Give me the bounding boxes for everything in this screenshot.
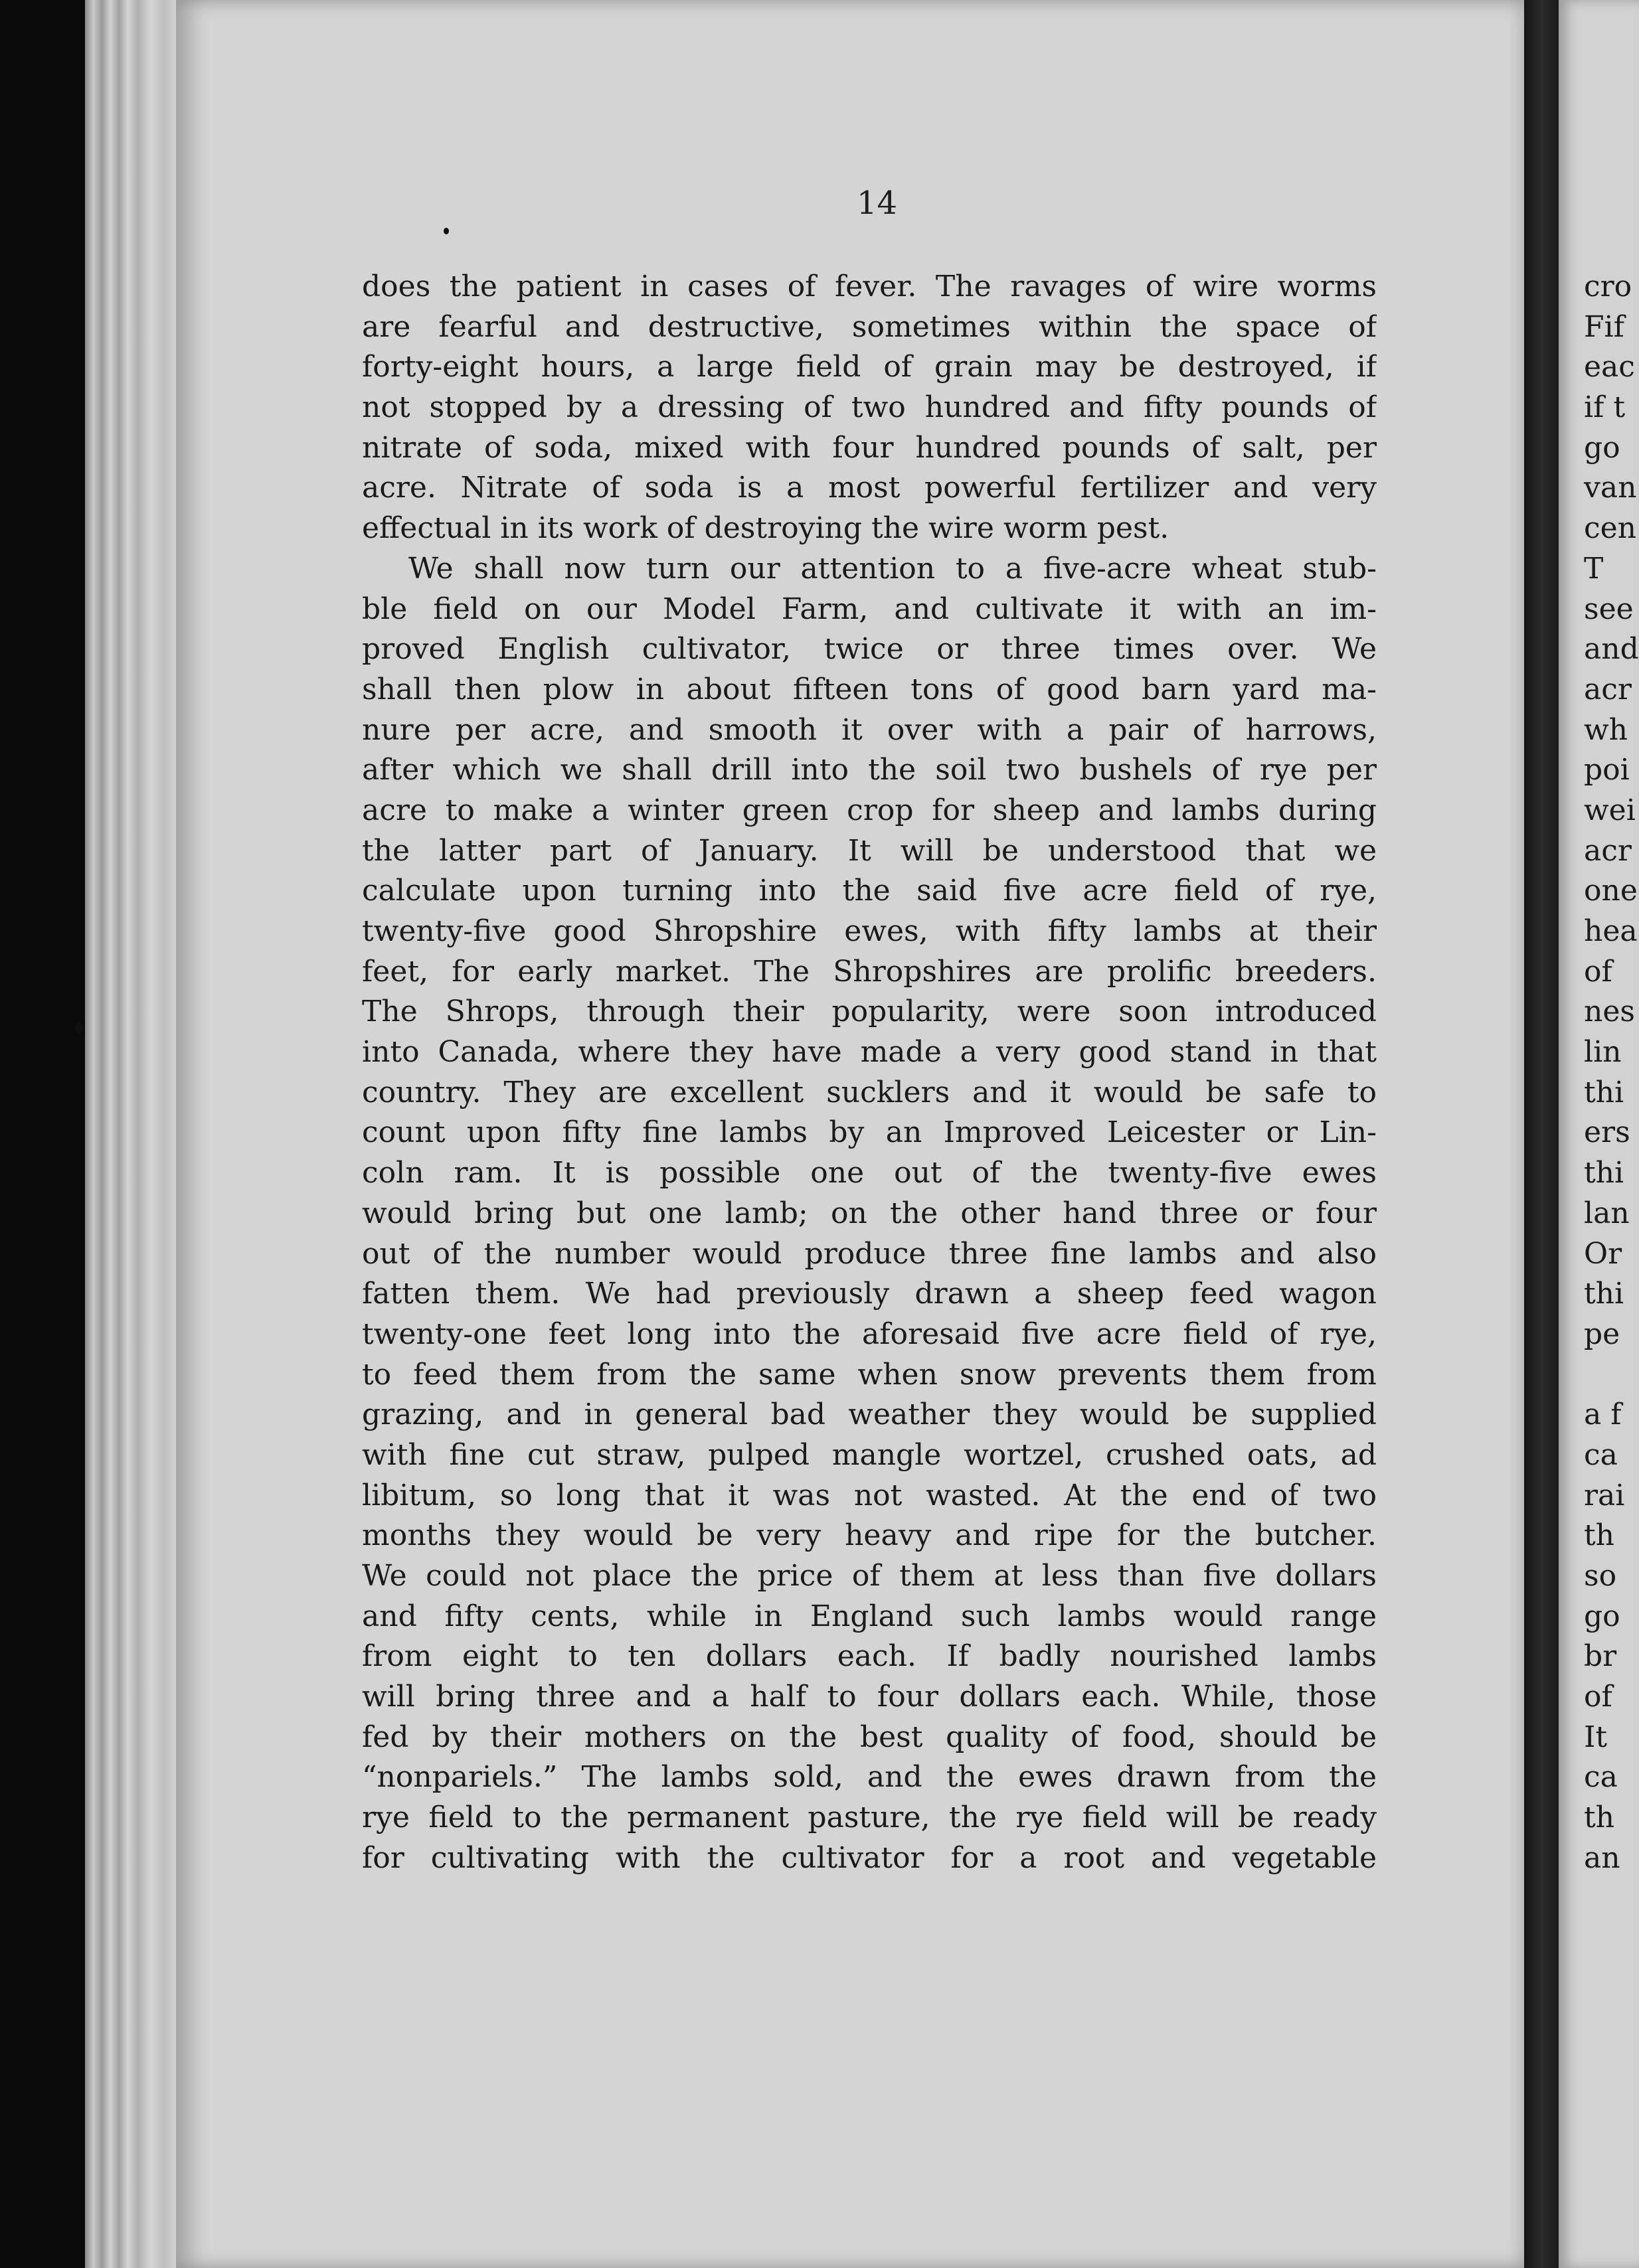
text-line: the latter part of January. It will be understood that we — [362, 833, 1377, 868]
text-line: for cultivating with the cultivator for a root and vegetable — [362, 1840, 1377, 1875]
text-line: twenty-one feet long into the aforesaid five acre field of rye, — [362, 1317, 1377, 1351]
text-line: months they would be very heavy and ripe for the butcher. — [362, 1518, 1377, 1553]
text-line: forty-eight hours, a large field of grain may be destroyed, if — [362, 350, 1377, 384]
text-line: count upon fifty fine lambs by an Improved Leicester or Lin- — [362, 1115, 1377, 1150]
adjacent-page-fragment: go — [1584, 1599, 1620, 1633]
adjacent-page-fragment: wh — [1584, 712, 1628, 747]
text-line: grazing, and in general bad weather they would be supplied — [362, 1398, 1377, 1432]
text-line: are fearful and destructive, sometimes within the space of — [362, 309, 1377, 344]
text-line: into Canada, where they have made a very good stand in that — [362, 1035, 1377, 1070]
adjacent-page-fragment: lin — [1584, 1035, 1622, 1070]
text-line: does the patient in cases of fever. The ravages of wire worms — [362, 270, 1377, 303]
text-line: after which we shall drill into the soil two bushels of rye per — [362, 753, 1377, 787]
text-line: feet, for early market. The Shropshires are prolific breeders. — [362, 954, 1377, 989]
text-line: acre. Nitrate of soda is a most powerful fertilizer and very — [362, 471, 1377, 505]
text-line: not stopped by a dressing of two hundred and fifty pounds of — [362, 390, 1377, 425]
adjacent-page-fragment: thi — [1584, 1277, 1624, 1311]
text-line: effectual in its work of destroying the wire worm pest. — [362, 511, 1169, 546]
adjacent-page-fragment: an — [1584, 1840, 1620, 1875]
adjacent-page-fragment: br — [1584, 1639, 1617, 1674]
text-line: proved English cultivator, twice or three times over. We — [362, 632, 1377, 667]
text-line: acre to make a winter green crop for sheep and lambs during — [362, 793, 1377, 827]
adjacent-page-fragment: of — [1584, 954, 1612, 989]
adjacent-page-fragment: ca — [1584, 1760, 1618, 1795]
text-line: nure per acre, and smooth it over with a pair of harrows, — [362, 712, 1377, 747]
adjacent-page-fragment: of — [1584, 1680, 1612, 1714]
adjacent-page-fragment: acr — [1584, 672, 1632, 706]
adjacent-page-fragment: go — [1584, 430, 1620, 465]
adjacent-page-fragment: wei — [1584, 793, 1636, 827]
adjacent-page-fragment: poi — [1584, 753, 1630, 787]
adjacent-page-edge — [1559, 0, 1639, 2268]
adjacent-page-fragment: ers — [1584, 1115, 1630, 1150]
text-line: country. They are excellent sucklers and it would be safe to — [362, 1075, 1377, 1109]
adjacent-page-fragment: cen — [1584, 511, 1637, 546]
book-gutter — [1524, 0, 1559, 2268]
adjacent-page-fragment: Or — [1584, 1236, 1622, 1271]
adjacent-page-fragment: T — [1584, 551, 1604, 586]
text-line: fed by their mothers on the best quality of food, should be — [362, 1720, 1377, 1754]
adjacent-page-fragment: a f — [1584, 1398, 1622, 1432]
adjacent-page-fragment: see — [1584, 592, 1634, 626]
scan-speck — [75, 1022, 83, 1033]
adjacent-page-fragment: Fif — [1584, 309, 1624, 344]
adjacent-page-fragment: acr — [1584, 833, 1632, 868]
adjacent-page-fragment: It — [1584, 1720, 1608, 1754]
text-line: rye field to the permanent pasture, the rye field will be ready — [362, 1801, 1377, 1835]
text-line: to feed them from the same when snow prevents them from — [362, 1357, 1377, 1392]
text-line: coln ram. It is possible one out of the twenty-five ewes — [362, 1156, 1377, 1190]
adjacent-page-fragment: eac — [1584, 350, 1635, 384]
text-line: fatten them. We had previously drawn a sheep feed wagon — [362, 1277, 1377, 1311]
adjacent-page-fragment: th — [1584, 1801, 1615, 1835]
adjacent-page-text — [1584, 267, 1639, 1879]
adjacent-page-fragment: thi — [1584, 1156, 1624, 1190]
page-edges — [85, 0, 191, 2268]
adjacent-page-fragment — [1584, 1355, 1639, 1396]
text-line: twenty-five good Shropshire ewes, with fifty lambs at their — [362, 914, 1377, 948]
adjacent-page-fragment: ca — [1584, 1437, 1618, 1472]
adjacent-page-fragment: so — [1584, 1559, 1617, 1593]
text-line: shall then plow in about fifteen tons of good barn yard ma- — [362, 672, 1377, 706]
text-line: libitum, so long that it was not wasted. At the end of two — [362, 1478, 1377, 1512]
adjacent-page-fragment: one — [1584, 874, 1638, 908]
adjacent-page-fragment: and — [1584, 632, 1639, 667]
text-line: “nonpariels.” The lambs sold, and the ewes drawn from the — [362, 1760, 1377, 1795]
adjacent-page-fragment: hea — [1584, 914, 1638, 948]
text-line: calculate upon turning into the said five acre field of rye, — [362, 874, 1377, 908]
adjacent-page-fragment: pe — [1584, 1317, 1620, 1351]
text-line: would bring but one lamb; on the other hand three or four — [362, 1196, 1377, 1230]
adjacent-page-fragment: rai — [1584, 1478, 1625, 1512]
text-line: The Shrops, through their popularity, were soon introduced — [362, 995, 1377, 1029]
text-line: We could not place the price of them at less than five dollars — [362, 1559, 1377, 1593]
text-line: nitrate of soda, mixed with four hundred pounds of salt, per — [362, 430, 1377, 465]
adjacent-page-fragment: th — [1584, 1518, 1615, 1553]
text-line: We shall now turn our attention to a five-acre wheat stub- — [408, 551, 1377, 586]
adjacent-page-fragment: lan — [1584, 1196, 1630, 1230]
text-line: with fine cut straw, pulped mangle wortzel, crushed oats, ad — [362, 1437, 1377, 1472]
adjacent-page-fragment: if t — [1584, 390, 1626, 425]
text-line: from eight to ten dollars each. If badly nourished lambs — [362, 1639, 1377, 1674]
adjacent-page-fragment: van — [1584, 471, 1637, 505]
text-line: will bring three and a half to four dollars each. While, those — [362, 1680, 1377, 1714]
page-body-text — [362, 267, 1377, 1879]
page-number: 14 — [857, 185, 898, 222]
adjacent-page-fragment: nes — [1584, 995, 1635, 1029]
text-line: out of the number would produce three fine lambs and also — [362, 1236, 1377, 1271]
adjacent-page-fragment: cro — [1584, 270, 1632, 303]
scan-speck — [444, 228, 449, 234]
text-line: ble field on our Model Farm, and cultivate it with an im- — [362, 592, 1377, 626]
adjacent-page-fragment: thi — [1584, 1075, 1624, 1109]
text-line: and fifty cents, while in England such lambs would range — [362, 1599, 1377, 1633]
